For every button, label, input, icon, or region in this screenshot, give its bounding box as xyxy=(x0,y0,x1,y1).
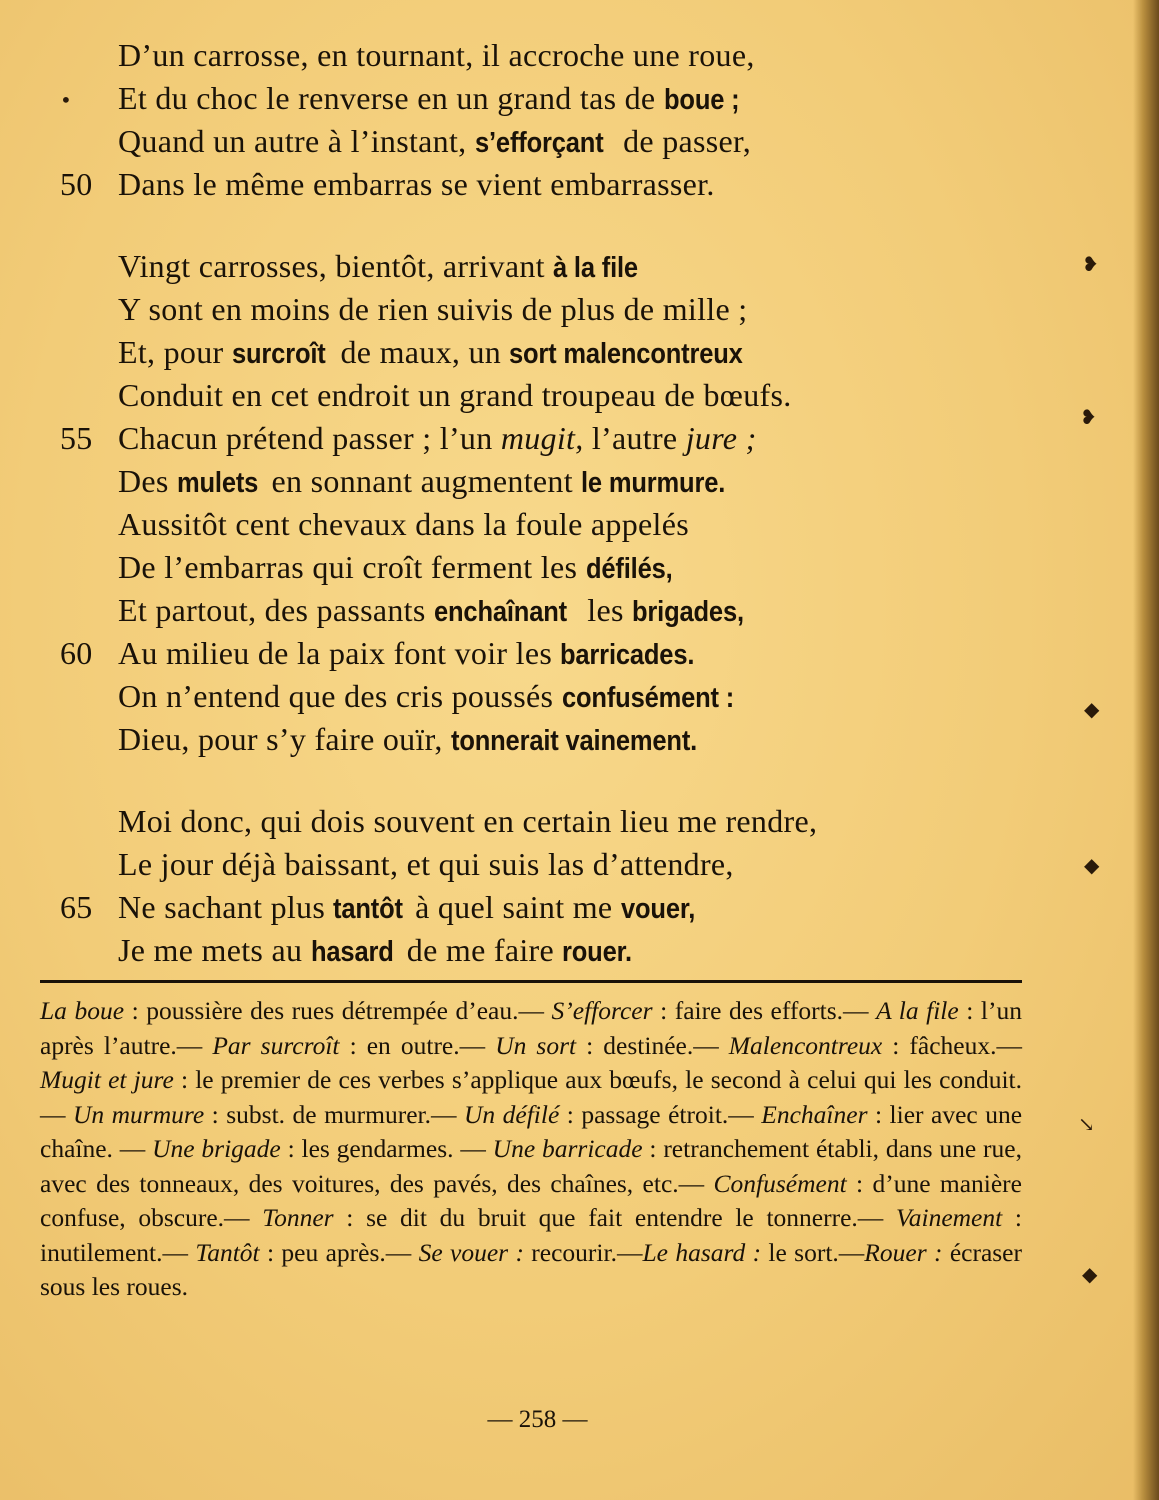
note-term: Un sort xyxy=(495,1030,577,1060)
glossed-word: tonnerait vainement. xyxy=(450,725,698,757)
poem-line xyxy=(0,417,1120,460)
note-definition: : retranchement établi, dans une rue, avec des tonneaux, des voitures, des pavés, des chaînes, etc.— xyxy=(40,1134,1022,1198)
glossed-word: le murmure. xyxy=(581,467,726,499)
glossed-word: brigades, xyxy=(632,596,744,628)
line-number: 55 xyxy=(60,420,93,456)
glossed-word: boue ; xyxy=(663,84,740,116)
note-definition: : lier avec une chaîne. — xyxy=(40,1099,1023,1163)
margin-mark: ❥ xyxy=(1082,252,1099,276)
poem-line xyxy=(0,718,1120,761)
glossed-word: surcroît xyxy=(231,338,326,370)
glossed-word: hasard xyxy=(310,936,394,968)
glossed-word: à la file xyxy=(553,252,639,284)
verse-text: Moi donc, qui dois souvent en certain lieu me rendre, xyxy=(118,803,818,839)
line-number: 60 xyxy=(60,635,93,671)
vocabulary-notes xyxy=(40,994,1022,1305)
note-definition: : poussière des rues détrempée d’eau.— xyxy=(124,996,552,1025)
note-term: Mugit et jure xyxy=(40,1065,174,1094)
glossed-word: s’efforçant xyxy=(474,127,604,159)
glossed-word: vouer, xyxy=(620,893,695,925)
glossed-word: tantôt xyxy=(333,893,404,925)
line-number: 50 xyxy=(60,166,93,202)
poem-line xyxy=(0,331,1120,374)
margin-mark: ◆ xyxy=(1082,1262,1098,1286)
poem-line xyxy=(0,546,1120,589)
book-spine-shadow xyxy=(1133,0,1159,1500)
note-definition: : les gendarmes. — xyxy=(280,1134,493,1163)
poem-line xyxy=(0,374,1120,417)
footnote-rule xyxy=(40,980,1022,983)
italic-word: mugit, xyxy=(500,420,584,456)
glossed-word: défilés, xyxy=(585,553,673,585)
note-term: Tonner xyxy=(262,1203,334,1232)
poem-line xyxy=(0,288,1120,331)
note-definition: le sort.— xyxy=(761,1237,865,1267)
verse-text: Quand un autre à l’instant, xyxy=(118,123,475,159)
verse-text: Des xyxy=(118,463,177,499)
note-term: Se vouer : xyxy=(418,1237,524,1267)
note-term: Malencontreux xyxy=(728,1030,883,1060)
page-number: — 258 — xyxy=(487,1406,588,1433)
note-term: Un défilé xyxy=(463,1099,560,1129)
note-term: Un murmure xyxy=(72,1099,205,1129)
poem-line xyxy=(0,460,1120,503)
verse-text: Je me mets au xyxy=(118,932,311,968)
note-term: Enchaîner xyxy=(761,1099,868,1129)
poem-stanzas xyxy=(0,34,1120,972)
glossed-word: mulets xyxy=(176,467,259,499)
note-definition: : en outre.— xyxy=(339,1030,496,1060)
glossed-word: enchaînant xyxy=(433,596,567,628)
margin-mark: ↘ xyxy=(1078,1112,1095,1136)
poem-line xyxy=(0,886,1120,929)
verse-text: à quel saint me xyxy=(406,889,621,925)
poem-line xyxy=(0,589,1120,632)
poem-line xyxy=(0,120,1120,163)
note-term: S’efforcer xyxy=(551,996,653,1025)
verse-text: de passer, xyxy=(614,123,752,159)
poem-line xyxy=(0,163,1120,206)
glossed-word: confusément : xyxy=(561,682,734,714)
verse-text: Conduit en cet endroit un grand troupeau de bœufs. xyxy=(118,377,792,413)
margin-mark: ◆ xyxy=(1084,697,1100,721)
poem-line xyxy=(0,843,1120,886)
verse-text: Et, pour xyxy=(118,334,232,370)
poem-line xyxy=(0,675,1120,718)
poem-line xyxy=(0,800,1120,843)
verse-text: Au milieu de la paix font voir les xyxy=(118,635,561,671)
note-term: Par surcroît xyxy=(212,1030,340,1060)
poem-line xyxy=(0,503,1120,546)
verse-text: Et du choc le renverse en un grand tas de xyxy=(118,80,664,116)
note-term: Rouer : xyxy=(864,1237,943,1267)
note-definition: : subst. de murmurer.— xyxy=(204,1099,464,1129)
verse-text: On n’entend que des cris poussés xyxy=(118,678,562,714)
margin-mark: ❥ xyxy=(1080,405,1097,429)
verse-text: les xyxy=(578,592,633,628)
note-definition: : peu après.— xyxy=(259,1237,419,1267)
note-definition: : destinée.— xyxy=(576,1030,729,1060)
poem-line xyxy=(0,632,1120,675)
note-term: Le hasard : xyxy=(642,1237,762,1267)
glossed-word: rouer. xyxy=(562,936,633,968)
note-definition: : faire des efforts.— xyxy=(652,996,877,1025)
note-definition: : inutilement.— xyxy=(40,1203,1022,1267)
margin-mark: ◆ xyxy=(1084,853,1100,877)
note-term: Confusément xyxy=(713,1168,847,1198)
verse-text: Le jour déjà baissant, et qui suis las d’attendre, xyxy=(118,846,734,882)
verse-text: l’autre xyxy=(583,420,686,456)
verse-text: de me faire xyxy=(398,932,563,968)
note-definition: : d’une manière confuse, obscure.— xyxy=(40,1168,1022,1232)
note-term: Une brigade xyxy=(152,1134,281,1163)
line-number: 65 xyxy=(60,889,93,925)
verse-text: de maux, un xyxy=(332,334,510,370)
verse-text: De l’embarras qui croît ferment les xyxy=(118,549,586,585)
note-definition: recourir.— xyxy=(523,1237,643,1267)
verse-text: D’un carrosse, en tournant, il accroche une roue, xyxy=(118,37,755,73)
verse-text: Chacun prétend passer ; l’un xyxy=(118,420,501,456)
poem-line xyxy=(0,929,1120,972)
glossed-word: sort malencontreux xyxy=(509,338,744,370)
verse-text: Ne sachant plus xyxy=(118,889,334,925)
italic-word: jure ; xyxy=(685,420,757,456)
verse-text: Et partout, des passants xyxy=(118,592,434,628)
verse-text: en sonnant augmentent xyxy=(263,463,582,499)
note-definition: : fâcheux.— xyxy=(882,1030,1022,1060)
verse-text: Dieu, pour s’y faire ouïr, xyxy=(118,721,451,757)
poem-line xyxy=(0,34,1120,77)
note-term: La boue xyxy=(40,996,125,1025)
note-term: Une barricade xyxy=(492,1134,643,1163)
note-term: A la file xyxy=(876,996,959,1025)
note-definition: : le premier de ces verbes s’applique aux bœufs, le second à celui qui les conduit. — xyxy=(40,1065,1022,1129)
note-term: Tantôt xyxy=(195,1237,260,1267)
note-definition: écraser sous les roues. xyxy=(40,1237,1022,1301)
verse-text: Vingt carrosses, bientôt, arrivant xyxy=(118,248,554,284)
glossed-word: barricades. xyxy=(560,639,695,671)
note-term: Vainement xyxy=(895,1203,1003,1232)
verse-text: Aussitôt cent chevaux dans la foule appelés xyxy=(118,506,689,542)
poem-line xyxy=(0,245,1120,288)
note-definition: : se dit du bruit que fait entendre le tonnerre.— xyxy=(333,1203,896,1232)
print-speck: • xyxy=(60,88,72,112)
verse-text: Dans le même embarras se vient embarrasser. xyxy=(118,166,715,202)
poem-line xyxy=(0,77,1120,120)
note-definition: : passage étroit.— xyxy=(559,1099,762,1129)
note-definition: : l’un après l’autre.— xyxy=(40,996,1022,1060)
verse-text: Y sont en moins de rien suivis de plus de mille ; xyxy=(118,291,748,327)
